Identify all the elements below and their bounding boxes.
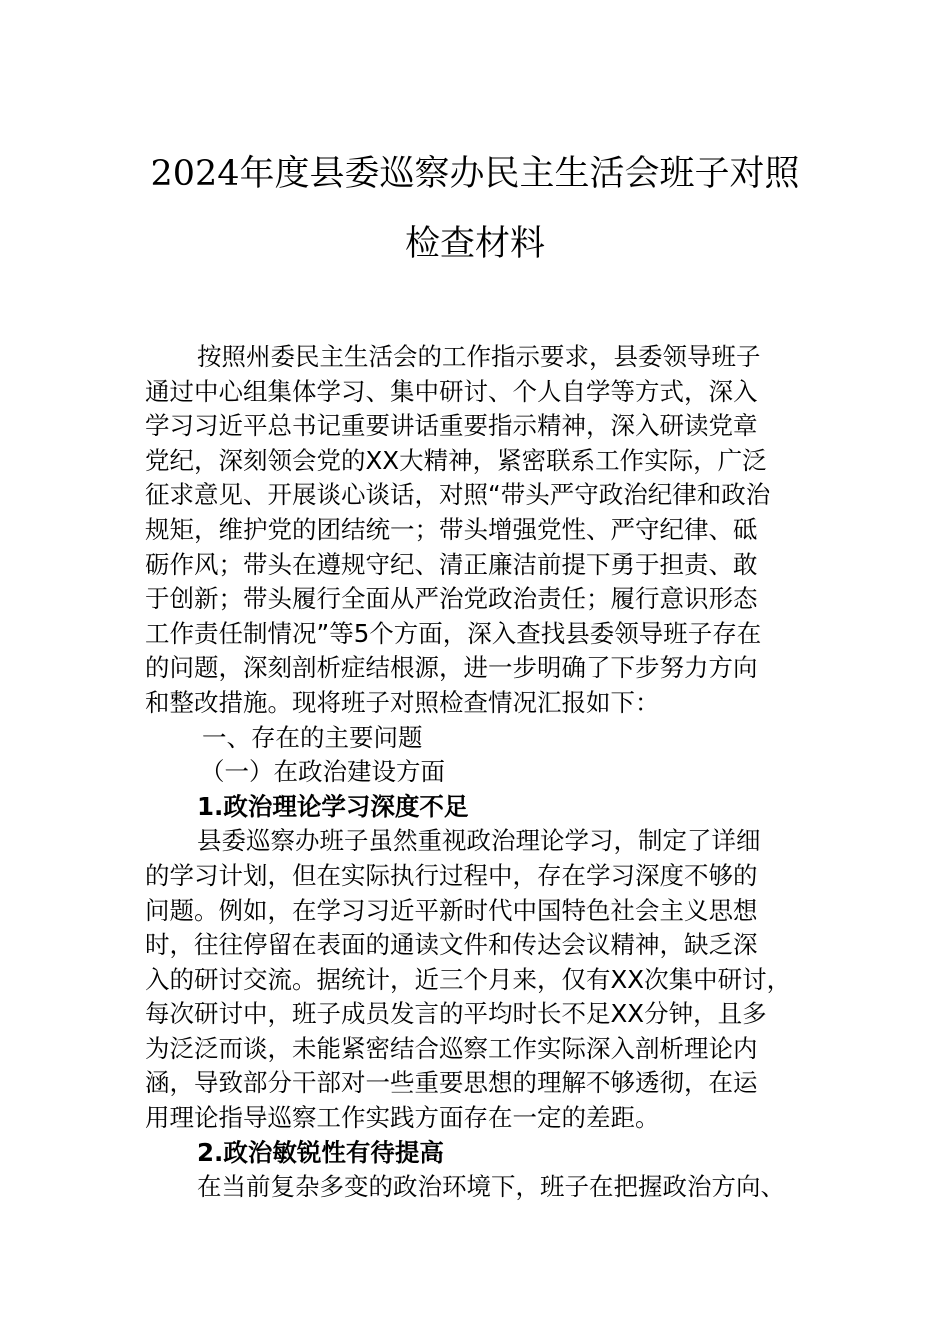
paragraph-line: 在当前复杂多变的政治环境下，班子在把握政治方向、 <box>197 1172 785 1202</box>
paragraph-line: 的学习计划，但在实际执行过程中，存在学习深度不够的 <box>145 860 758 890</box>
paragraph-line: 工作责任制情况”等5个方面，深入查找县委领导班子存在 <box>145 618 762 648</box>
item-heading: 2.政治敏锐性有待提高 <box>197 1137 444 1167</box>
paragraph-line: 党纪，深刻领会党的XX大精神，紧密联系工作实际，广泛 <box>145 445 767 475</box>
subsection-heading: （一）在政治建设方面 <box>200 757 445 787</box>
paragraph-line: 的问题，深刻剖析症结根源，进一步明确了下步努力方向 <box>145 653 758 683</box>
paragraph-line: 涵，导致部分干部对一些重要思想的理解不够透彻，在运 <box>145 1068 758 1098</box>
document-title-line-1: 2024年度县委巡察办民主生活会班子对照 <box>150 154 800 194</box>
paragraph-line: 为泛泛而谈，未能紧密结合巡察工作实际深入剖析理论内 <box>145 1033 758 1063</box>
paragraph-line: 学习习近平总书记重要讲话重要指示精神，深入研读党章 <box>145 411 758 441</box>
paragraph-line: 入的研讨交流。据统计，近三个月来，仅有XX次集中研讨， <box>145 964 792 994</box>
paragraph-line: 规矩，维护党的团结统一；带头增强党性、严守纪律、砥 <box>145 514 758 544</box>
paragraph-line: 用理论指导巡察工作实践方面存在一定的差距。 <box>145 1103 660 1133</box>
paragraph-line: 县委巡察办班子虽然重视政治理论学习，制定了详细 <box>197 826 761 856</box>
paragraph-line: 征求意见、开展谈心谈话，对照“带头严守政治纪律和政治 <box>145 480 771 510</box>
paragraph-line: 通过中心组集体学习、集中研讨、个人自学等方式，深入 <box>145 376 758 406</box>
item-heading: 1.政治理论学习深度不足 <box>197 791 469 821</box>
paragraph-line: 于创新；带头履行全面从严治党政治责任；履行意识形态 <box>145 584 758 614</box>
paragraph-line: 时，往往停留在表面的通读文件和传达会议精神，缺乏深 <box>145 930 758 960</box>
paragraph-line: 按照州委民主生活会的工作指示要求，县委领导班子 <box>197 342 761 371</box>
paragraph-line: 和整改措施。现将班子对照检查情况汇报如下： <box>145 687 660 717</box>
document-body <box>145 340 825 1205</box>
section-heading: 一、存在的主要问题 <box>202 722 423 752</box>
paragraph-line: 每次研讨中，班子成员发言的平均时长不足XX分钟，且多 <box>145 999 767 1029</box>
document-title-line-2: 检查材料 <box>404 224 545 264</box>
paragraph-line: 问题。例如，在学习习近平新时代中国特色社会主义思想 <box>145 895 758 925</box>
paragraph-line: 砺作风；带头在遵规守纪、清正廉洁前提下勇于担责、敢 <box>145 549 758 579</box>
